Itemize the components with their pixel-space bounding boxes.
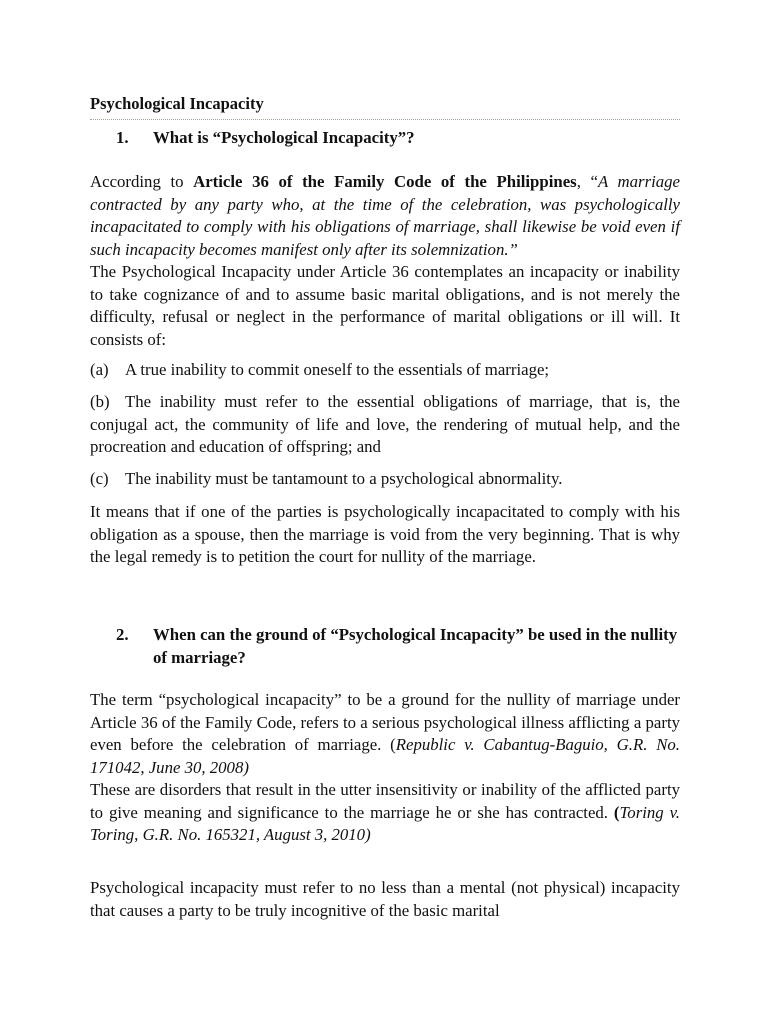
intro-lead: According to [90, 172, 194, 191]
paragraph-ground-definition [90, 689, 680, 847]
para3-text-2: These are disorders that result in the utter insensitivity or inability of the afflicted party to give meaning and significance to the marriage he or she has contracted. [90, 780, 680, 822]
question-1 [116, 127, 686, 151]
intro-paragraph [90, 171, 680, 261]
list-item-text: The inability must refer to the essential obligations of marriage, that is, the conjugal act, the community of life and love, the rendering of mutual help, and the procreation and education of offspring; and [90, 392, 680, 456]
citation-republic-details: , G.R. No. 171042, June 30, 2008) [90, 735, 681, 777]
question-text: What is “Psychological Incapacity”? [153, 128, 415, 147]
list-item-c [90, 468, 680, 491]
list-item-label: (c) [90, 469, 109, 488]
question-2 [116, 624, 686, 672]
article-reference: Article 36 of the Family Code of the Philippines [193, 172, 577, 191]
citation-toring-details: , G.R. No. 165321, August 3, 2010) [134, 825, 371, 844]
article-quote: A marriage contracted by any party who, at the time of the celebration, was psychologically incapacitated to comply with his obligations of marriage, shall likewise be void even if such incapacity becomes manifest only after its solemnization.” [90, 172, 680, 259]
list-item-label: (a) [90, 360, 109, 379]
para3-text-1: The term “psychological incapacity” to be a ground for the nullity of marriage under Article 36 of the Family Code, refers to a serious psychological illness afflicting a party even before the celebration of marriage. ( [90, 690, 680, 754]
citation-toring: Toring v. Toring [90, 802, 680, 844]
paragraph-void-marriage: It means that if one of the parties is psychologically incapacitated to comply with his obligation as a spouse, then the marriage is void from the very beginning. That is why the legal remedy is to petition the court for nullity of the marriage. [90, 502, 680, 566]
paragraph-incapacity-definition: The Psychological Incapacity under Article 36 contemplates an incapacity or inability to take cognizance of and to assume basic marital obligations, and is not merely the difficulty, refusal or neglect in the performance of marital obligations or ill will. It consists of: [90, 262, 680, 349]
list-item-text: A true inability to commit oneself to the essentials of marriage; [125, 360, 550, 379]
document-title: Psychological Incapacity [90, 93, 680, 120]
citation-republic: Republic v. Cabantug-Baguio [395, 735, 604, 754]
paragraph-mental-incapacity: Psychological incapacity must refer to no less than a mental (not physical) incapacity that causes a party to be truly incognitive of the basic marital [90, 878, 680, 920]
question-number: 2. [116, 625, 129, 644]
list-item-a [90, 359, 680, 382]
citation-paren: ( [613, 802, 620, 822]
question-number: 1. [116, 128, 129, 147]
list-item-b [90, 391, 680, 459]
list-item-text: The inability must be tantamount to a psychological abnormality. [125, 469, 563, 488]
list-item-label: (b) [90, 392, 110, 411]
intro-quote-open: , “ [576, 172, 598, 191]
question-text: When can the ground of “Psychological Incapacity” be used in the nullity of marriage? [153, 625, 678, 667]
